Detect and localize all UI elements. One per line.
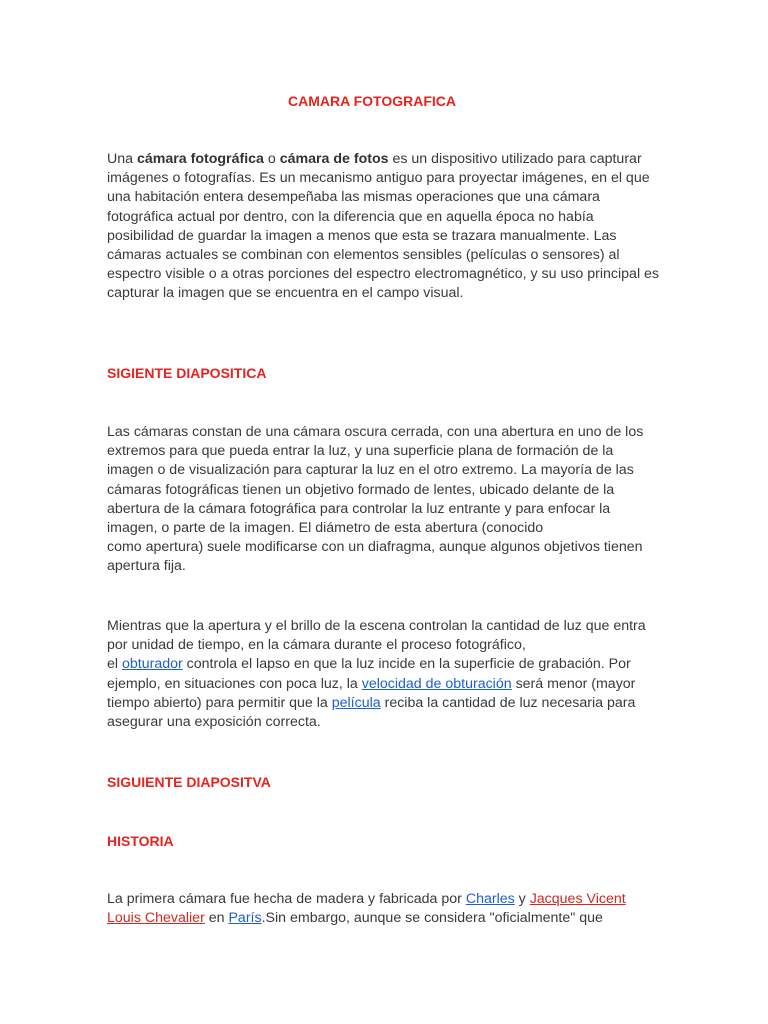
history-paragraph	[107, 890, 663, 928]
intro-mid: o	[263, 151, 280, 167]
intro-paragraph	[107, 150, 663, 304]
section-heading-sigiente-diapositica: SIGIENTE DIAPOSITICA	[107, 365, 267, 381]
link-paris[interactable]: París	[228, 910, 262, 927]
term-camara-fotografica: cámara fotográfica	[136, 151, 264, 167]
intro-lead: Una	[107, 151, 137, 167]
link-jacques-vicent-louis-chevalier[interactable]: Jacques Vicent Louis Chevalier	[107, 891, 626, 927]
section-heading-historia: HISTORIA	[107, 833, 174, 849]
intro-text: es un dispositivo utilizado para capturar imágenes o fotografías. Es un mecanismo antiguo para proyectar imágenes, en el que una habitación entera desempeñaba las mismas operaciones que una cámara fotográfica actual por dentro, con la diferencia que en aquella época no había posibilidad de guardar la imagen a menos que esta se trazara manualmente. Las cámaras actuales se combinan con elementos sensibles (películas o sensores) al espectro visible o a otras porciones del espectro electromagnético, y su uso principal es capturar la imagen que se encuentra en el campo visual.	[107, 151, 660, 302]
camera-structure-paragraph	[107, 423, 663, 577]
shutter-text-5: reciba la cantidad de luz necesaria para asegurar una exposición correcta.	[107, 694, 636, 731]
shutter-text-3: controla el lapso en que la luz incide en la superficie de grabación. Por ejemplo, en situaciones con poca luz, la	[107, 656, 631, 692]
link-pelicula[interactable]: película	[331, 694, 381, 711]
shutter-text-2: el	[107, 656, 122, 673]
shutter-paragraph	[107, 617, 663, 732]
history-text-1: La primera cámara fue hecha de madera y fabricada por	[107, 891, 466, 907]
page-title: CAMARA FOTOGRAFICA	[288, 93, 456, 109]
section-heading-siguiente-diapositva: SIGUIENTE DIAPOSITVA	[107, 774, 271, 790]
camera-structure-text-2: como apertura) suele modificarse con un diafragma, aunque algunos objetivos tienen apertura fija.	[107, 539, 643, 575]
shutter-text-4: será menor (mayor tiempo abierto) para permitir que la	[107, 675, 636, 711]
link-velocidad-de-obturacion[interactable]: velocidad de obturación	[361, 675, 512, 692]
shutter-text-1: Mientras que la apertura y el brillo de la escena controlan la cantidad de luz que entra por unidad de tiempo, en la cámara durante el proceso fotográfico,	[107, 618, 646, 654]
term-camara-de-fotos: cámara de fotos	[279, 151, 389, 167]
link-obturador[interactable]: obturador	[121, 656, 183, 673]
history-text-2: y	[514, 891, 530, 907]
camera-structure-text-1: Las cámaras constan de una cámara oscura cerrada, con una abertura en uno de los extremos para que pueda entrar la luz, y una superficie plana de formación de la imagen o de visualización para capturar la luz en el otro extremo. La mayoría de las cámaras fotográficas tienen un objetivo formado de lentes, ubicado delante de la abertura de la cámara fotográfica para controlar la luz entrante y para enfocar la imagen, o parte de la imagen. El diámetro de esta abertura (conocido	[107, 424, 644, 537]
history-text-3: en	[204, 910, 229, 927]
history-text-4: .Sin embargo, aunque se considera "oficialmente" que	[261, 910, 603, 927]
link-charles[interactable]: Charles	[465, 891, 515, 907]
